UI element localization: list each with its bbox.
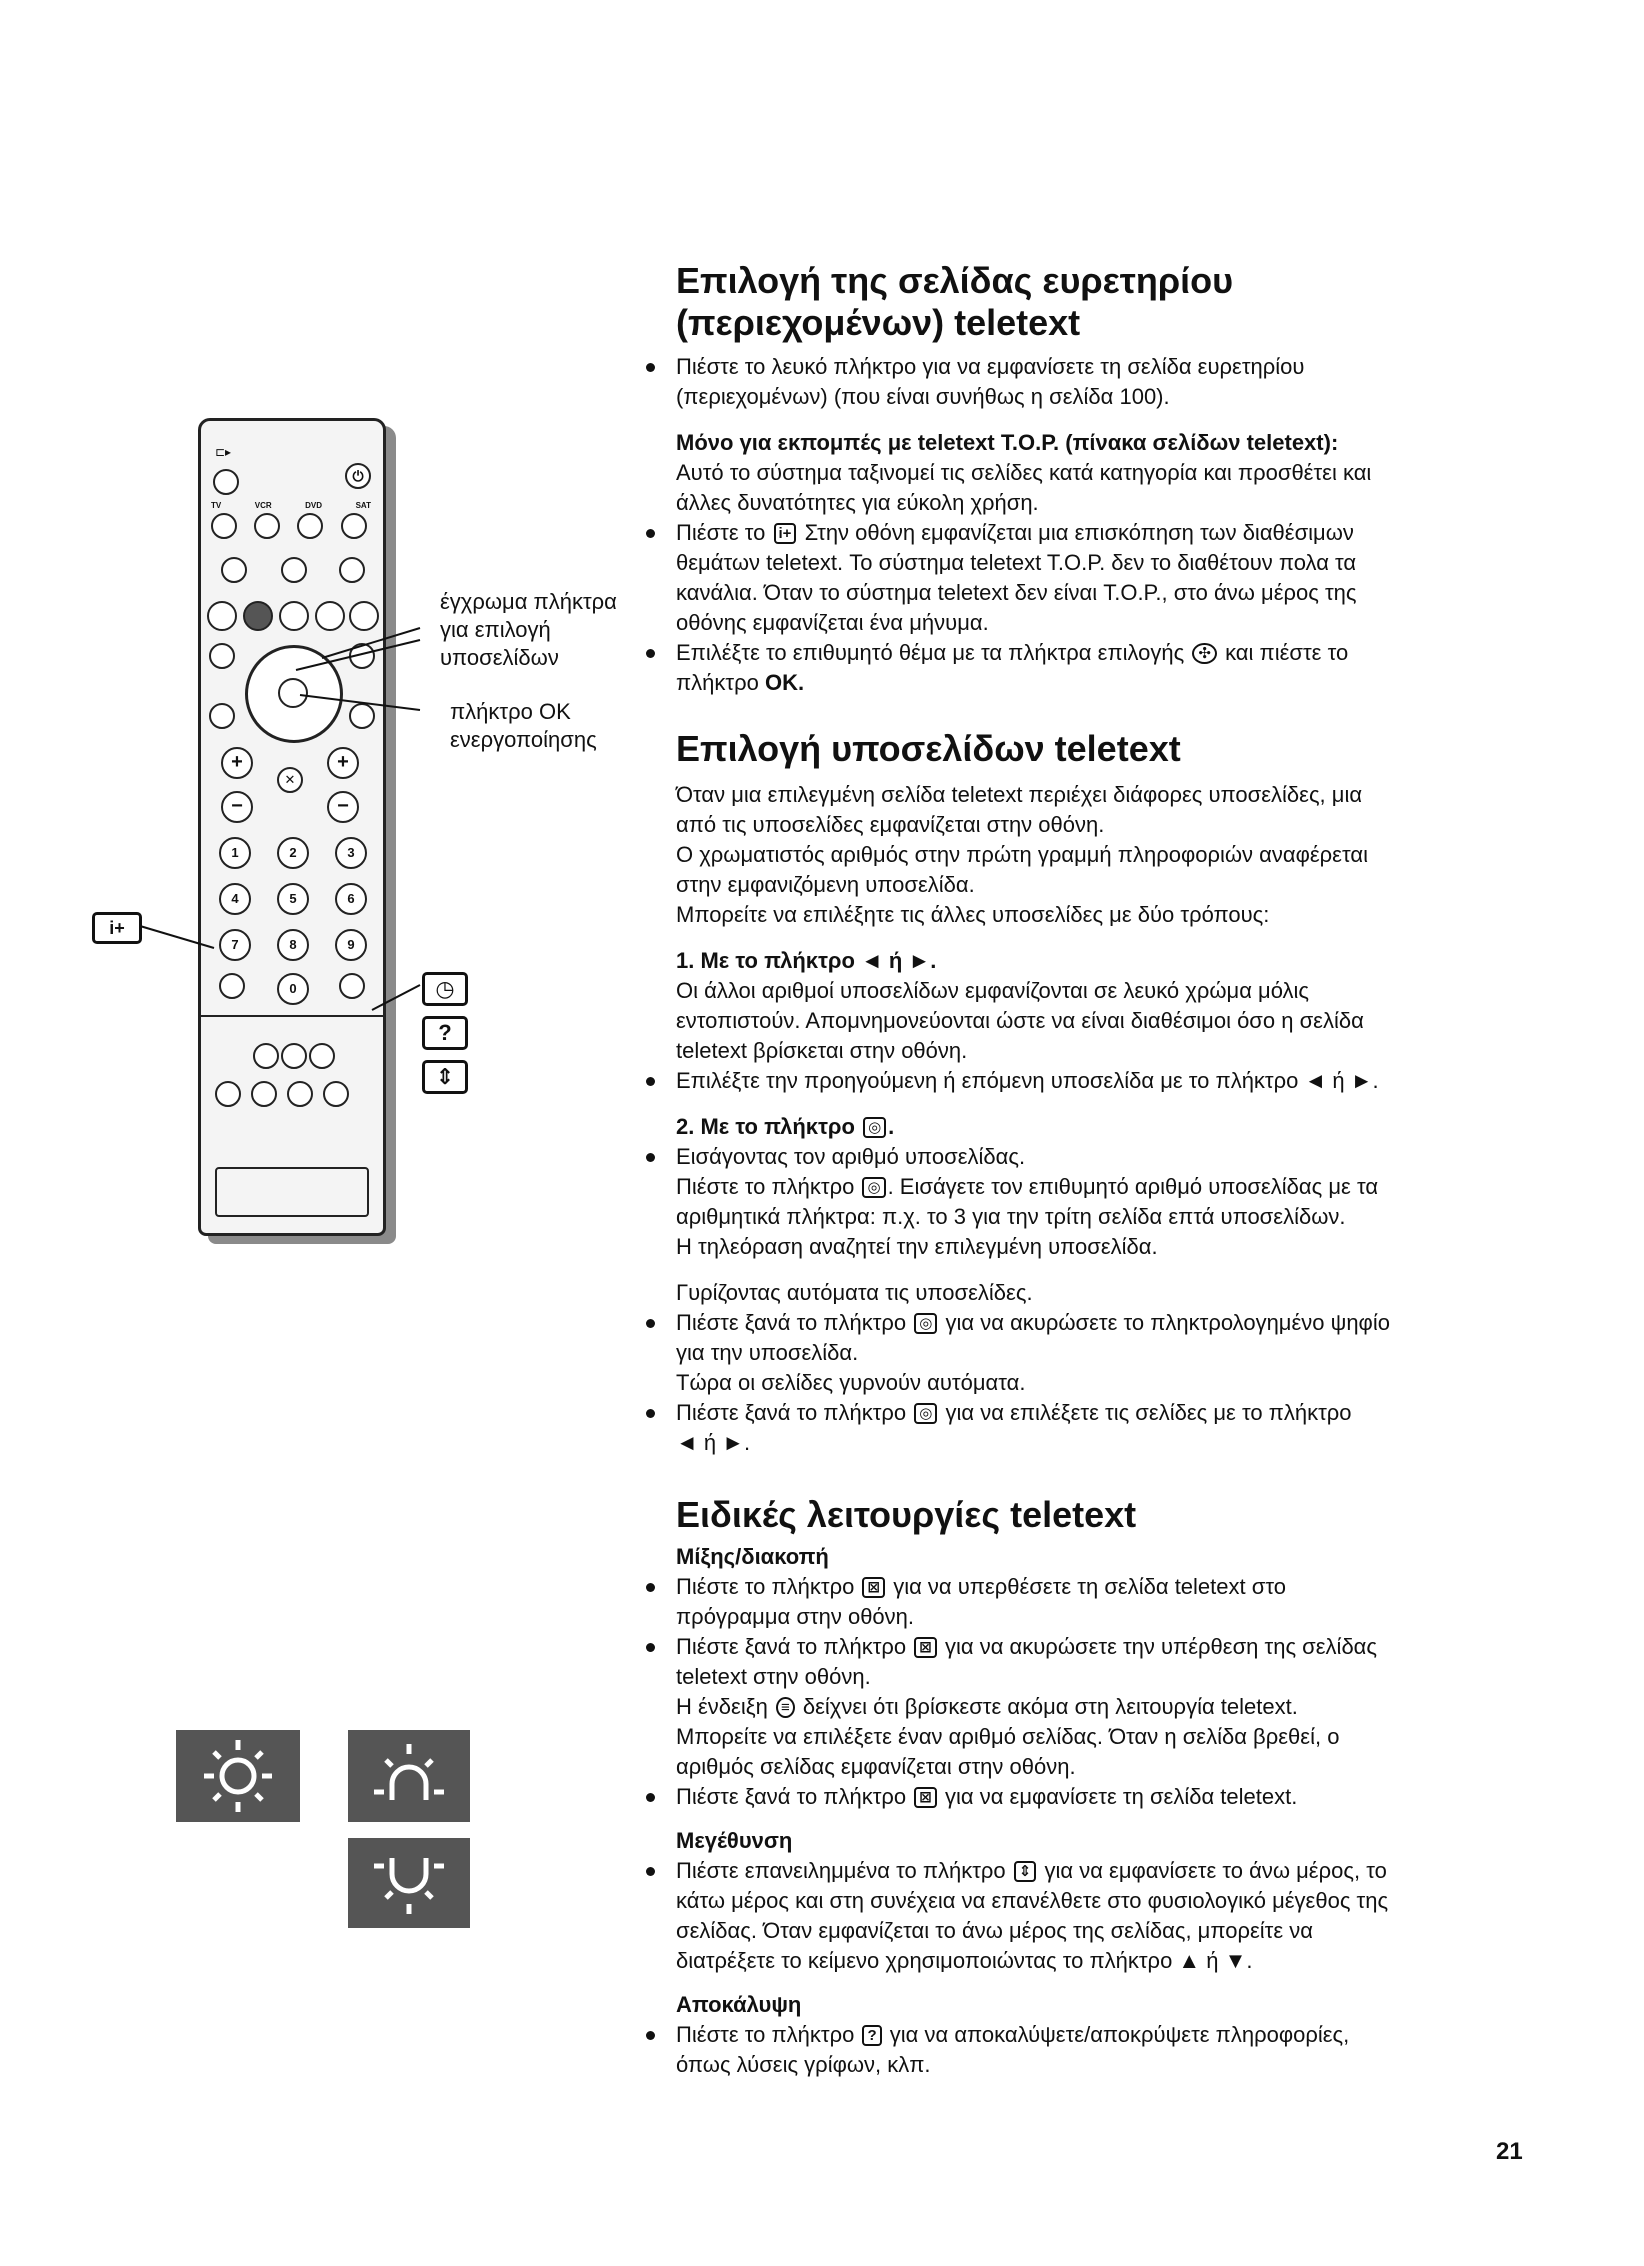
- method1-line1: Οι άλλοι αριθμοί υποσελίδων εμφανίζονται σε λευκό χρώμα μόλις: [676, 978, 1310, 1003]
- reveal-bullet-1: [676, 2020, 1536, 2050]
- section-subpages-title: Επιλογή υποσελίδων teletext: [676, 728, 1181, 769]
- rotate-bullet-2-post: για να επιλέξετε τις σελίδες με το πλήκτρο: [945, 1400, 1352, 1425]
- zoom-heading: Μεγέθυνση: [676, 1828, 793, 1853]
- method2-line2: αριθμητικά πλήκτρα: π.χ. το 3 για την τρίτη σελίδα επτά υποσελίδων.: [676, 1204, 1346, 1229]
- remote-label-dvd: DVD: [305, 501, 323, 510]
- method2-line3: Η τηλεόραση αναζητεί την επιλεγμένη υποσελίδα.: [676, 1234, 1158, 1259]
- rotate-bullet-2-pre: Πιέστε ξανά το πλήκτρο: [676, 1400, 907, 1425]
- remote-bottom-panel: [215, 1167, 369, 1217]
- method2-bullet-1: Εισάγοντας τον αριθμό υποσελίδας.: [676, 1142, 1536, 1172]
- mix-bullet-1-post: για να υπερθέσετε τη σελίδα teletext στο: [893, 1574, 1286, 1599]
- callout-ok: [450, 698, 597, 754]
- index-bullet-2-pre: Πιέστε το: [676, 520, 766, 545]
- index-bullet-3-pre: Επιλέξτε το επιθυμητό θέμα με τα πλήκτρα επιλογής: [676, 640, 1185, 665]
- index-bullet-2-line3: κανάλια. Όταν το σύστημα teletext δεν είναι T.O.P., στο άνω μέρος της: [676, 580, 1357, 605]
- rotate-bullet-1-line2: για την υποσελίδα.: [676, 1340, 859, 1365]
- remote-label-sat: SAT: [355, 501, 371, 510]
- subpage-key-icon-3: ◎: [914, 1403, 937, 1424]
- subpages-intro-line3: Ο χρωματιστός αριθμός στην πρώτη γραμμή πληροφοριών αναφέρεται: [676, 842, 1368, 867]
- remote-key-4: 4: [219, 883, 251, 915]
- mix-line3-pre: Η ένδειξη: [676, 1694, 768, 1719]
- reveal-key-inline-icon: ?: [862, 2025, 881, 2046]
- source-icon: ⊏▸: [215, 445, 232, 459]
- index-bullet-1-line2: (περιεχομένων) (που είναι συνήθως η σελίδα 100).: [676, 384, 1170, 409]
- mix-bullet-3-pre: Πιέστε ξανά το πλήκτρο: [676, 1784, 907, 1809]
- reveal-bullet-1-post: για να αποκαλύψετε/αποκρύψετε πληροφορίες,: [889, 2022, 1350, 2047]
- rotate-bullet-1-post: για να ακυρώσετε το πληκτρολογημένο ψηφίο: [945, 1310, 1390, 1335]
- mix-bullet-2: [676, 1632, 1536, 1662]
- section-special-title: Ειδικές λειτουργίες teletext: [676, 1494, 1137, 1535]
- mix-bullet-3: [676, 1782, 1536, 1812]
- mix-bullet-1-pre: Πιέστε το πλήκτρο: [676, 1574, 855, 1599]
- teletext-indicator-icon: ≡: [776, 1697, 795, 1718]
- callout-color-keys-line2: για επιλογή: [440, 617, 551, 642]
- callout-color-keys-line3: υποσελίδων: [440, 645, 559, 670]
- mix-line5: αριθμός σελίδας εμφανίζεται στην οθόνη.: [676, 1754, 1076, 1779]
- top-heading: Μόνο για εκπομπές με teletext T.O.P. (πίνακα σελίδων teletext):: [676, 430, 1339, 455]
- rotate-bullet-2-line2: ◄ ή ►.: [676, 1430, 751, 1455]
- method1-heading: 1. Με το πλήκτρο ◄ ή ►.: [676, 948, 937, 973]
- index-bullet-1-line1: Πιέστε το λευκό πλήκτρο για να εμφανίσετε τη σελίδα ευρετηρίου: [676, 352, 1536, 382]
- index-bullet-3-line2-pre: πλήκτρο: [676, 670, 759, 695]
- method2-heading-pre: 2. Με το πλήκτρο: [676, 1114, 855, 1139]
- method1-bullet: Επιλέξτε την προηγούμενη ή επόμενη υποσελίδα με το πλήκτρο ◄ ή ►.: [676, 1066, 1536, 1096]
- rotate-line3: Τώρα οι σελίδες γυρνούν αυτόματα.: [676, 1370, 1026, 1395]
- callout-color-keys: [440, 588, 617, 672]
- mix-bullet-1-line2: πρόγραμμα στην οθόνη.: [676, 1604, 915, 1629]
- index-bullet-3: [676, 638, 1536, 668]
- mix-heading: Μίξης/διακοπή: [676, 1544, 829, 1569]
- brightness-full-icon: [176, 1730, 300, 1822]
- section-index-title-line1: Επιλογή της σελίδας ευρετηρίου: [676, 260, 1234, 301]
- brightness-top-half-icon: [348, 1730, 470, 1822]
- remote-label-tv: TV: [211, 501, 222, 510]
- top-line2: άλλες δυνατότητες για εύκολη χρήση.: [676, 490, 1039, 515]
- mute-icon: ✕: [277, 767, 303, 793]
- program-minus-icon: −: [327, 791, 359, 823]
- reveal-key-icon: ?: [422, 1016, 468, 1050]
- remote-key-3: 3: [335, 837, 367, 869]
- rotate-bullet-1-pre: Πιέστε ξανά το πλήκτρο: [676, 1310, 907, 1335]
- reveal-line2: όπως λύσεις γρίφων, κλπ.: [676, 2052, 931, 2077]
- callout-lines: [0, 0, 676, 1120]
- mix-key-icon: ⊠: [862, 1577, 885, 1598]
- volume-minus-icon: −: [221, 791, 253, 823]
- section-special-functions: [676, 1494, 1536, 2080]
- subpage-key-inline-icon: ◎: [863, 1117, 886, 1138]
- page-number: 21: [1496, 2138, 1523, 2165]
- section-subpages: [676, 728, 1536, 1458]
- index-bullet-2-post: Στην οθόνη εμφανίζεται μια επισκόπηση των διαθέσιμων: [804, 520, 1354, 545]
- callout-ok-line1: πλήκτρο OK: [450, 699, 571, 724]
- index-bullet-2: [676, 518, 1536, 548]
- callout-ok-line2: ενεργοποίησης: [450, 727, 597, 752]
- zoom-key-inline-icon: ⇕: [1014, 1861, 1037, 1882]
- clock-key-icon: ◷: [422, 972, 468, 1006]
- callout-color-keys-line1: έγχρωμα πλήκτρα: [440, 589, 617, 614]
- zoom-bullet-1: [676, 1856, 1536, 1886]
- volume-plus-icon: +: [221, 747, 253, 779]
- mix-bullet-2-line2: teletext στην οθόνη.: [676, 1664, 871, 1689]
- method2-line1: [676, 1172, 1536, 1202]
- remote-label-vcr: VCR: [254, 501, 272, 510]
- zoom-key-icon: ⇕: [422, 1060, 468, 1094]
- mix-line4: Μπορείτε να επιλέξετε έναν αριθμό σελίδας. Όταν η σελίδα βρεθεί, ο: [676, 1724, 1340, 1749]
- method2-heading: 2. Με το πλήκτρο ◎ .: [676, 1114, 895, 1139]
- remote-key-6: 6: [335, 883, 367, 915]
- method2-line1-post: . Εισάγετε τον επιθυμητό αριθμό υποσελίδας με τα: [887, 1174, 1379, 1199]
- zoom-line2: κάτω μέρος και στη συνέχεια να επανέλθετε στο φυσιολογικό μέγεθος της: [676, 1888, 1389, 1913]
- top-line1: Αυτό το σύστημα ταξινομεί τις σελίδες κατά κατηγορία και προσθέτει και: [676, 460, 1372, 485]
- method2-line1-pre: Πιέστε το πλήκτρο: [676, 1174, 855, 1199]
- power-icon: ⏻: [345, 463, 371, 489]
- mix-bullet-2-pre: Πιέστε ξανά το πλήκτρο: [676, 1634, 907, 1659]
- zoom-line4: διατρέξετε το κείμενο χρησιμοποιώντας το πλήκτρο ▲ ή ▼.: [676, 1948, 1253, 1973]
- mix-bullet-3-post: για να εμφανίσετε τη σελίδα teletext.: [945, 1784, 1298, 1809]
- index-bullet-2-line2: θεμάτων teletext. Το σύστημα teletext T.O.P. δεν το διαθέτουν πολα τα: [676, 550, 1357, 575]
- remote-key-9: 9: [335, 929, 367, 961]
- mix-line3: [676, 1692, 1536, 1722]
- remote-key-1: 1: [219, 837, 251, 869]
- mix-bullet-1: [676, 1572, 1536, 1602]
- zoom-bullet-1-pre: Πιέστε επανειλημμένα το πλήκτρο: [676, 1858, 1006, 1883]
- subpages-intro-line4: στην εμφανιζόμενη υποσελίδα.: [676, 872, 975, 897]
- navigation-cursor-icon: ✣: [1192, 643, 1217, 664]
- mix-key-icon-2: ⊠: [914, 1637, 937, 1658]
- index-bullet-3-line2: [676, 668, 1536, 698]
- remote-key-0: 0: [277, 973, 309, 1005]
- index-key-inline-icon: i+: [774, 523, 797, 544]
- mix-key-icon-3: ⊠: [914, 1787, 937, 1808]
- remote-key-7: 7: [219, 929, 251, 961]
- remote-key-8: 8: [277, 929, 309, 961]
- zoom-line3: σελίδας. Όταν εμφανίζεται το άνω μέρος της σελίδας, μπορείτε να: [676, 1918, 1313, 1943]
- index-bullet-3-post: και πιέστε το: [1225, 640, 1349, 665]
- rotate-bullet-2: [676, 1398, 1536, 1428]
- rotate-bullet-1: [676, 1308, 1536, 1338]
- section-index-page: [676, 260, 1536, 698]
- reveal-heading: Αποκάλυψη: [676, 1992, 802, 2017]
- method1-line2: εντοπιστούν. Απομνημονεύονται ώστε να είναι διαθέσιμοι όσο η σελίδα: [676, 1008, 1364, 1033]
- rotate-intro: Γυρίζοντας αυτόματα τις υποσελίδες.: [676, 1280, 1033, 1305]
- subpages-intro-line2: από τις υποσελίδες εμφανίζεται στην οθόνη.: [676, 812, 1105, 837]
- remote-key-2: 2: [277, 837, 309, 869]
- mix-line3-post: δείχνει ότι βρίσκεστε ακόμα στη λειτουργία teletext.: [802, 1694, 1298, 1719]
- reveal-bullet-1-pre: Πιέστε το πλήκτρο: [676, 2022, 855, 2047]
- index-key-icon: i+: [92, 912, 142, 944]
- subpages-intro-line1: Όταν μια επιλεγμένη σελίδα teletext περιέχει διάφορες υποσελίδες, μια: [676, 782, 1363, 807]
- subpage-key-icon: ◎: [862, 1177, 885, 1198]
- index-bullet-2-line4: οθόνης εμφανίζεται ένα μήνυμα.: [676, 610, 989, 635]
- zoom-bullet-1-post: για να εμφανίσετε το άνω μέρος, το: [1044, 1858, 1387, 1883]
- subpage-key-icon-2: ◎: [914, 1313, 937, 1334]
- program-plus-icon: +: [327, 747, 359, 779]
- remote-key-5: 5: [277, 883, 309, 915]
- ok-label: OK.: [764, 670, 805, 695]
- section-index-title-line2: (περιεχομένων) teletext: [676, 302, 1081, 343]
- mix-bullet-2-post: για να ακυρώσετε την υπέρθεση της σελίδας: [945, 1634, 1378, 1659]
- brightness-bottom-half-icon: [348, 1838, 470, 1928]
- subpages-intro-line5: Μπορείτε να επιλέξητε τις άλλες υποσελίδες με δύο τρόπους:: [676, 902, 1270, 927]
- method1-line3: teletext βρίσκεται στην οθόνη.: [676, 1038, 968, 1063]
